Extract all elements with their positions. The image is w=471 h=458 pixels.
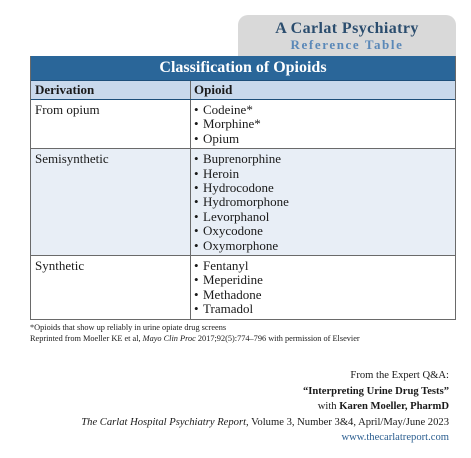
reprint-suffix: 2017;92(5):774–796 with permission of Elsevier — [195, 334, 360, 343]
opioid-name: Buprenorphine — [203, 151, 281, 167]
reprint-prefix: Reprinted from Moeller KE et al, — [30, 334, 143, 343]
issue-info: , Volume 3, Number 3&4, April/May/June 2023 — [246, 416, 449, 428]
list-item — [194, 259, 455, 273]
table-row — [31, 149, 455, 256]
publication-line — [81, 415, 449, 431]
article-title: “Interpreting Urine Drug Tests” — [302, 385, 449, 397]
bullet: • — [194, 208, 199, 224]
bullet: • — [194, 223, 199, 239]
bullet: • — [194, 237, 199, 253]
row-opioid-list — [190, 256, 455, 319]
list-item — [194, 117, 455, 131]
list-item — [194, 273, 455, 287]
author-name: Karen Moeller, PharmD — [339, 401, 449, 412]
opioid-name: Opium — [203, 130, 240, 146]
table-row — [31, 256, 455, 320]
opioid-name: Oxymorphone — [203, 237, 279, 253]
list-item — [194, 302, 455, 316]
journal-name: Mayo Clin Proc — [142, 334, 196, 343]
source-credit — [81, 368, 449, 446]
bullet: • — [194, 180, 199, 196]
row-opioid-list — [190, 149, 455, 255]
list-item — [194, 181, 455, 195]
bullet: • — [194, 165, 199, 181]
list-item — [194, 288, 455, 302]
list-item — [194, 152, 455, 166]
opioid-name: Morphine* — [203, 116, 261, 132]
opioid-name: Tramadol — [203, 301, 254, 317]
list-item — [194, 239, 455, 253]
bullet: • — [194, 116, 199, 132]
header-opioid: Opioid — [190, 81, 455, 99]
opioid-name: Fentanyl — [203, 258, 249, 274]
footnote: *Opioids that show up reliably in urine opiate drug screens — [30, 323, 227, 332]
opioid-name: Meperidine — [203, 272, 263, 288]
table-header-row — [31, 80, 455, 100]
opioid-name: Oxycodone — [203, 223, 263, 239]
opioid-name: Levorphanol — [203, 208, 270, 224]
opioid-name: Methadone — [203, 286, 262, 302]
opioid-name: Hydrocodone — [203, 180, 274, 196]
bullet: • — [194, 194, 199, 210]
bullet: • — [194, 286, 199, 302]
bullet: • — [194, 272, 199, 288]
bullet: • — [194, 258, 199, 274]
list-item — [194, 132, 455, 146]
header-derivation: Derivation — [35, 82, 95, 97]
author-prefix: with — [317, 401, 340, 412]
bullet: • — [194, 102, 199, 117]
opioid-name: Hydromorphone — [203, 194, 289, 210]
reprint-citation — [30, 333, 460, 344]
table-notes — [30, 322, 460, 344]
row-derivation: Semisynthetic — [35, 151, 109, 167]
tab-title-line1: A Carlat Psychiatry — [275, 20, 419, 37]
publication-name: The Carlat Hospital Psychiatry Report — [81, 416, 247, 428]
opioid-classification-table — [30, 56, 456, 320]
row-derivation: From opium — [35, 102, 100, 117]
row-opioid-list — [190, 100, 455, 148]
bullet: • — [194, 301, 199, 317]
list-item — [194, 167, 455, 181]
opioid-name: Codeine* — [203, 102, 253, 117]
table-row — [31, 100, 455, 149]
reference-table-tab — [238, 15, 456, 56]
list-item — [194, 103, 455, 117]
author-line — [81, 399, 449, 415]
website-link[interactable]: www.thecarlatreport.com — [341, 432, 449, 443]
bullet: • — [194, 151, 199, 167]
opioid-name: Heroin — [203, 165, 240, 181]
list-item — [194, 195, 455, 209]
row-derivation: Synthetic — [35, 258, 85, 274]
table-title: Classification of Opioids — [31, 56, 455, 80]
list-item — [194, 210, 455, 224]
tab-title-line2: Reference Table — [290, 37, 404, 52]
bullet: • — [194, 130, 199, 146]
credit-line1: From the Expert Q&A: — [350, 370, 449, 381]
list-item — [194, 224, 455, 238]
